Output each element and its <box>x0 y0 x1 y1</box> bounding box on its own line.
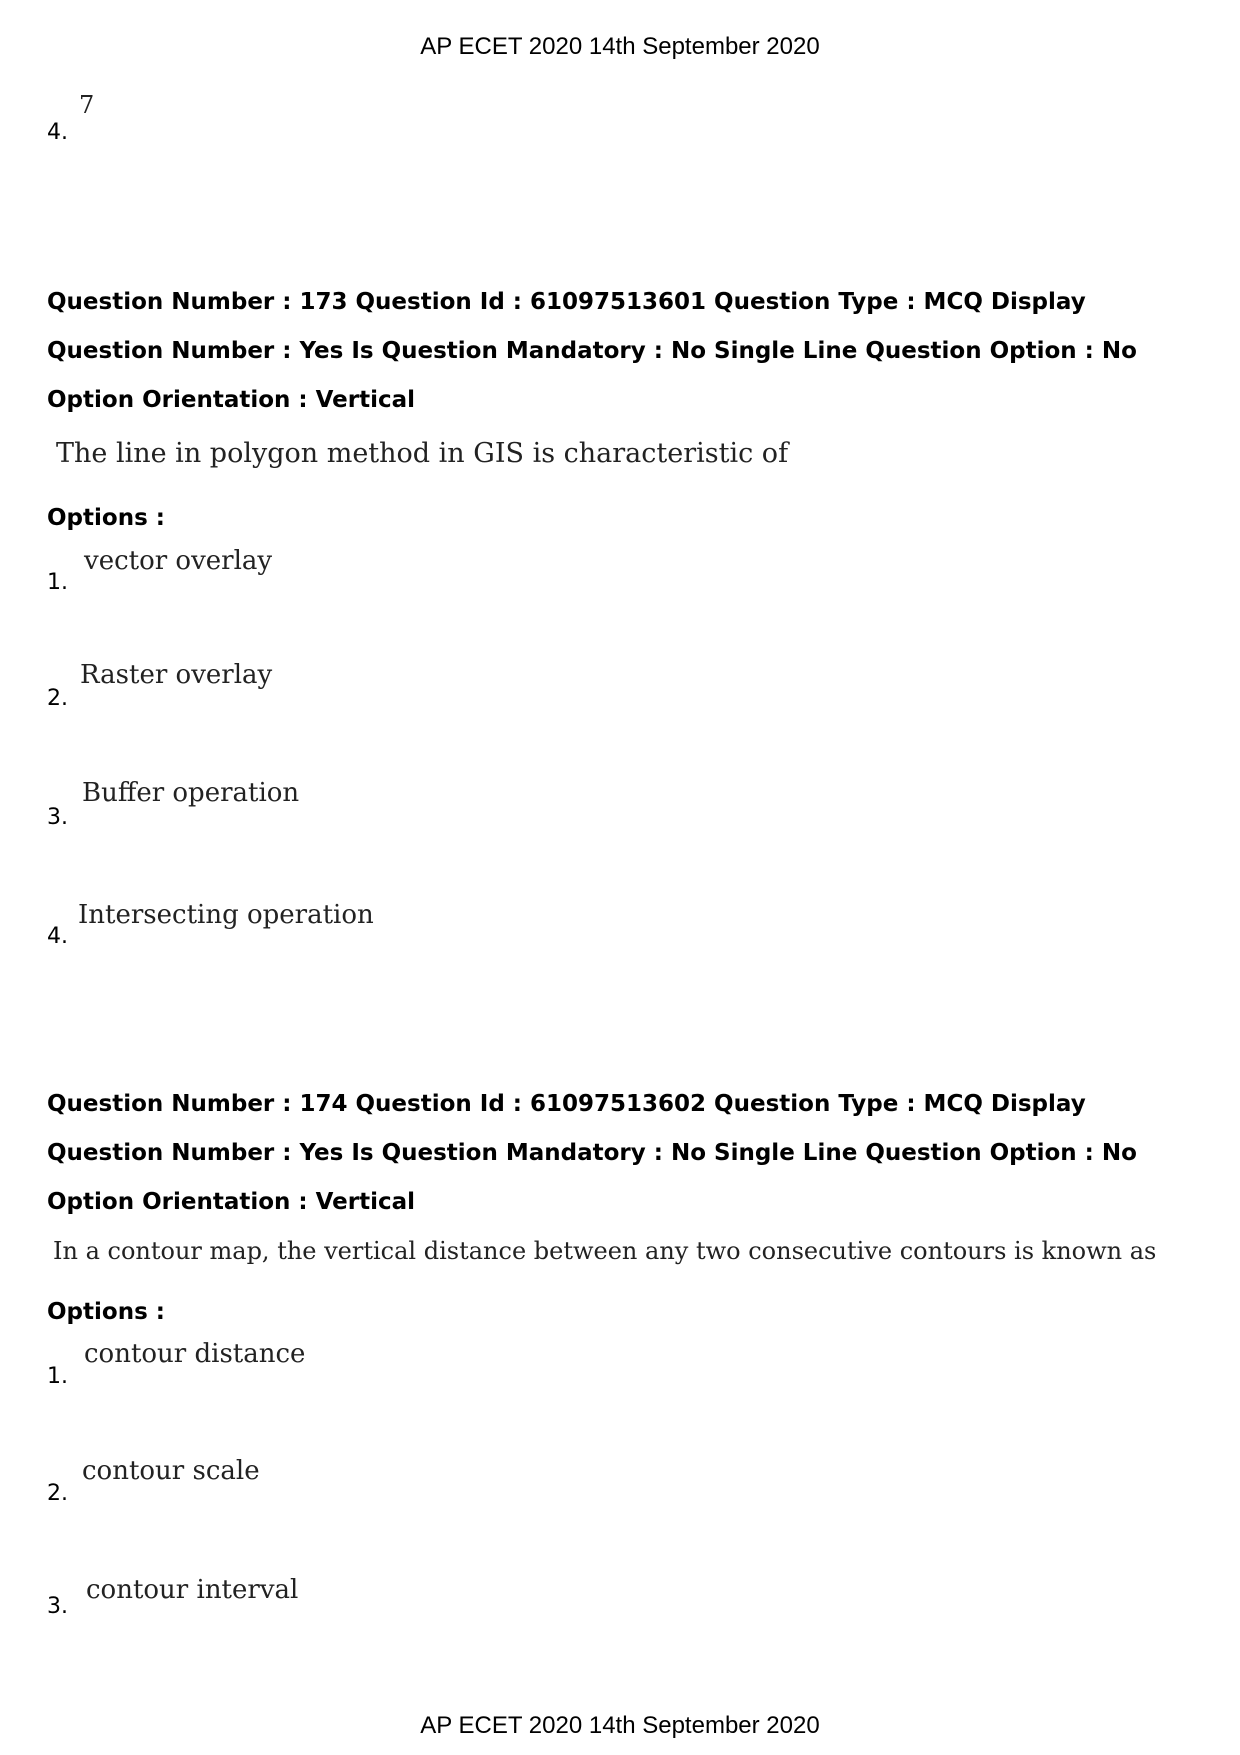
option-text: Buffer operation <box>82 778 300 808</box>
option-number: 3. <box>47 1594 68 1619</box>
options-label: Options : <box>47 505 165 531</box>
option-number: 3. <box>47 805 68 830</box>
option-number: 1. <box>47 570 68 595</box>
option-number: 4. <box>47 120 68 145</box>
option-number: 2. <box>47 1481 68 1506</box>
option-number: 4. <box>47 924 68 949</box>
question-text: The line in polygon method in GIS is characteristic of <box>56 438 789 469</box>
question-text: In a contour map, the vertical distance between any two consecutive contours is known as <box>53 1237 1157 1265</box>
page-header: AP ECET 2020 14th September 2020 <box>420 33 820 60</box>
options-label: Options : <box>47 1299 165 1325</box>
option-text: contour distance <box>84 1339 306 1369</box>
question-meta: Question Number : 173 Question Id : 61097513601 Question Type : MCQ Display Question Number : Yes Is Question Mandatory : No Single Line Question Option : No Option Orientation : Vertical <box>47 289 1137 413</box>
question-meta: Question Number : 174 Question Id : 61097513602 Question Type : MCQ Display Question Number : Yes Is Question Mandatory : No Single Line Question Option : No Option Orientation : Vertical <box>47 1091 1137 1215</box>
page-footer: AP ECET 2020 14th September 2020 <box>420 1712 820 1739</box>
option-text: vector overlay <box>84 546 273 576</box>
option-text: contour scale <box>82 1456 260 1486</box>
option-text: 7 <box>79 91 95 119</box>
option-text: contour interval <box>86 1575 299 1605</box>
option-text: Raster overlay <box>80 660 273 690</box>
option-text: Intersecting operation <box>78 900 374 930</box>
option-number: 1. <box>47 1364 68 1389</box>
option-number: 2. <box>47 686 68 711</box>
